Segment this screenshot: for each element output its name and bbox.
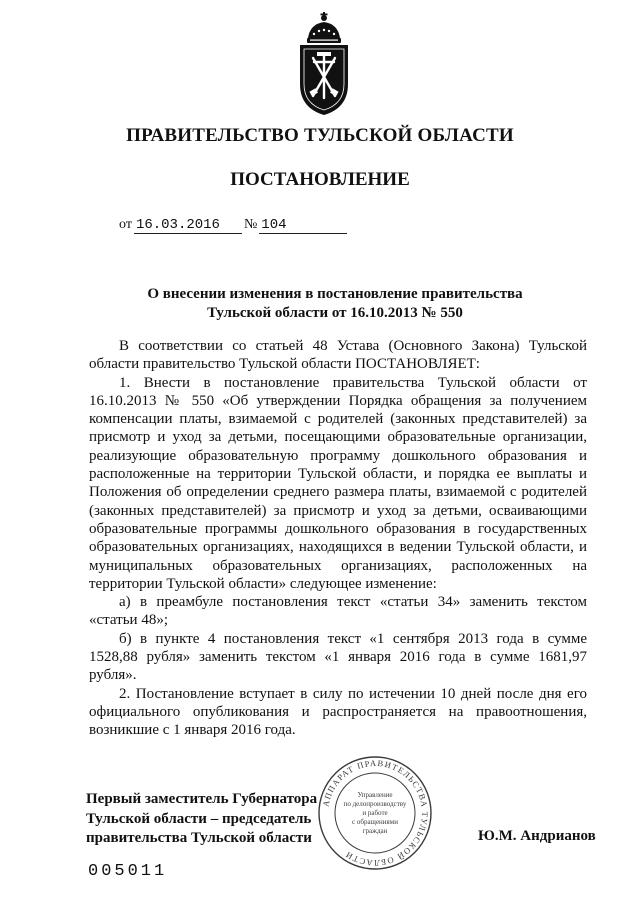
document-body: [89, 337, 587, 740]
organization-title: ПРАВИТЕЛЬСТВО ТУЛЬСКОЙ ОБЛАСТИ: [126, 125, 514, 146]
subject-line: Тульской области от 16.10.2013 № 550: [207, 305, 463, 321]
body-paragraph: 1. Внести в постановление правительства Тульской области от 16.10.2013 № 550 «Об утверждении Порядка обращения за получением компенсации платы, взимаемой с родителей (законных представителей) за присмотр и уход за детьми, посещающими образовательные организации, реализующие образовательную программу дошкольного образования и расположенные на территории Тульской области, и порядка ее выплаты и Положения об определении среднего размера платы, взимаемой с родителей (законных представителей) за присмотр и уход за детьми, осваивающими образовательные программы дошкольного образования в государственных образовательных организациях, находящихся в ведении Тульской области, и муниципальных образовательных организациях, расположенных на территории Тульской области» следующее изменение:: [89, 374, 587, 592]
stamp-inner-line: граждан: [362, 827, 388, 835]
document-date: 16.03.2016: [134, 218, 242, 234]
document-subject: [120, 285, 550, 323]
document-code: 005011: [88, 862, 168, 881]
signature-position-block: [86, 790, 317, 849]
document-number: 104: [259, 218, 347, 234]
document-type-title: ПОСТАНОВЛЕНИЕ: [230, 169, 410, 190]
official-stamp: [316, 754, 434, 872]
body-paragraph: а) в преамбуле постановления текст «статьи 34» заменить текстом «статьи 48»;: [89, 594, 587, 629]
signature-position-line: правительства Тульской области: [86, 830, 312, 846]
stamp-inner-line: с обращениями: [352, 818, 398, 826]
stamp-ring-text: АППАРАТ ПРАВИТЕЛЬСТВА ТУЛЬСКОЙ ОБЛАСТИ: [320, 757, 431, 869]
body-paragraph: б) в пункте 4 постановления текст «1 сентября 2013 года в сумме 1528,88 рубля» заменить текстом «1 января 2016 года в сумме 1681,97 рубля».: [89, 630, 587, 684]
body-paragraph: 2. Постановление вступает в силу по истечении 10 дней после дня его официального опубликования и распространяется на правоотношения, возникшие с 1 января 2016 года.: [89, 685, 587, 739]
stamp-inner-line: по делопроизводству: [343, 800, 407, 808]
stamp-inner-line: Управление: [357, 791, 393, 799]
document-date-number-line: [119, 217, 347, 234]
signer-name: Ю.М. Андрианов: [478, 828, 596, 844]
coat-of-arms-icon: [296, 12, 352, 116]
signature-position-line: Тульской области – председатель: [86, 810, 312, 827]
number-label: №: [243, 217, 258, 232]
signature-position-line: Первый заместитель Губернатора: [86, 791, 318, 807]
date-label: от: [119, 217, 132, 232]
subject-line: О внесении изменения в постановление правительства: [147, 286, 523, 302]
stamp-inner-line: и работе: [362, 809, 388, 817]
body-paragraph: В соответствии со статьей 48 Устава (Основного Закона) Тульской области правительство Тульской области ПОСТАНОВЛЯЕТ:: [89, 338, 587, 373]
